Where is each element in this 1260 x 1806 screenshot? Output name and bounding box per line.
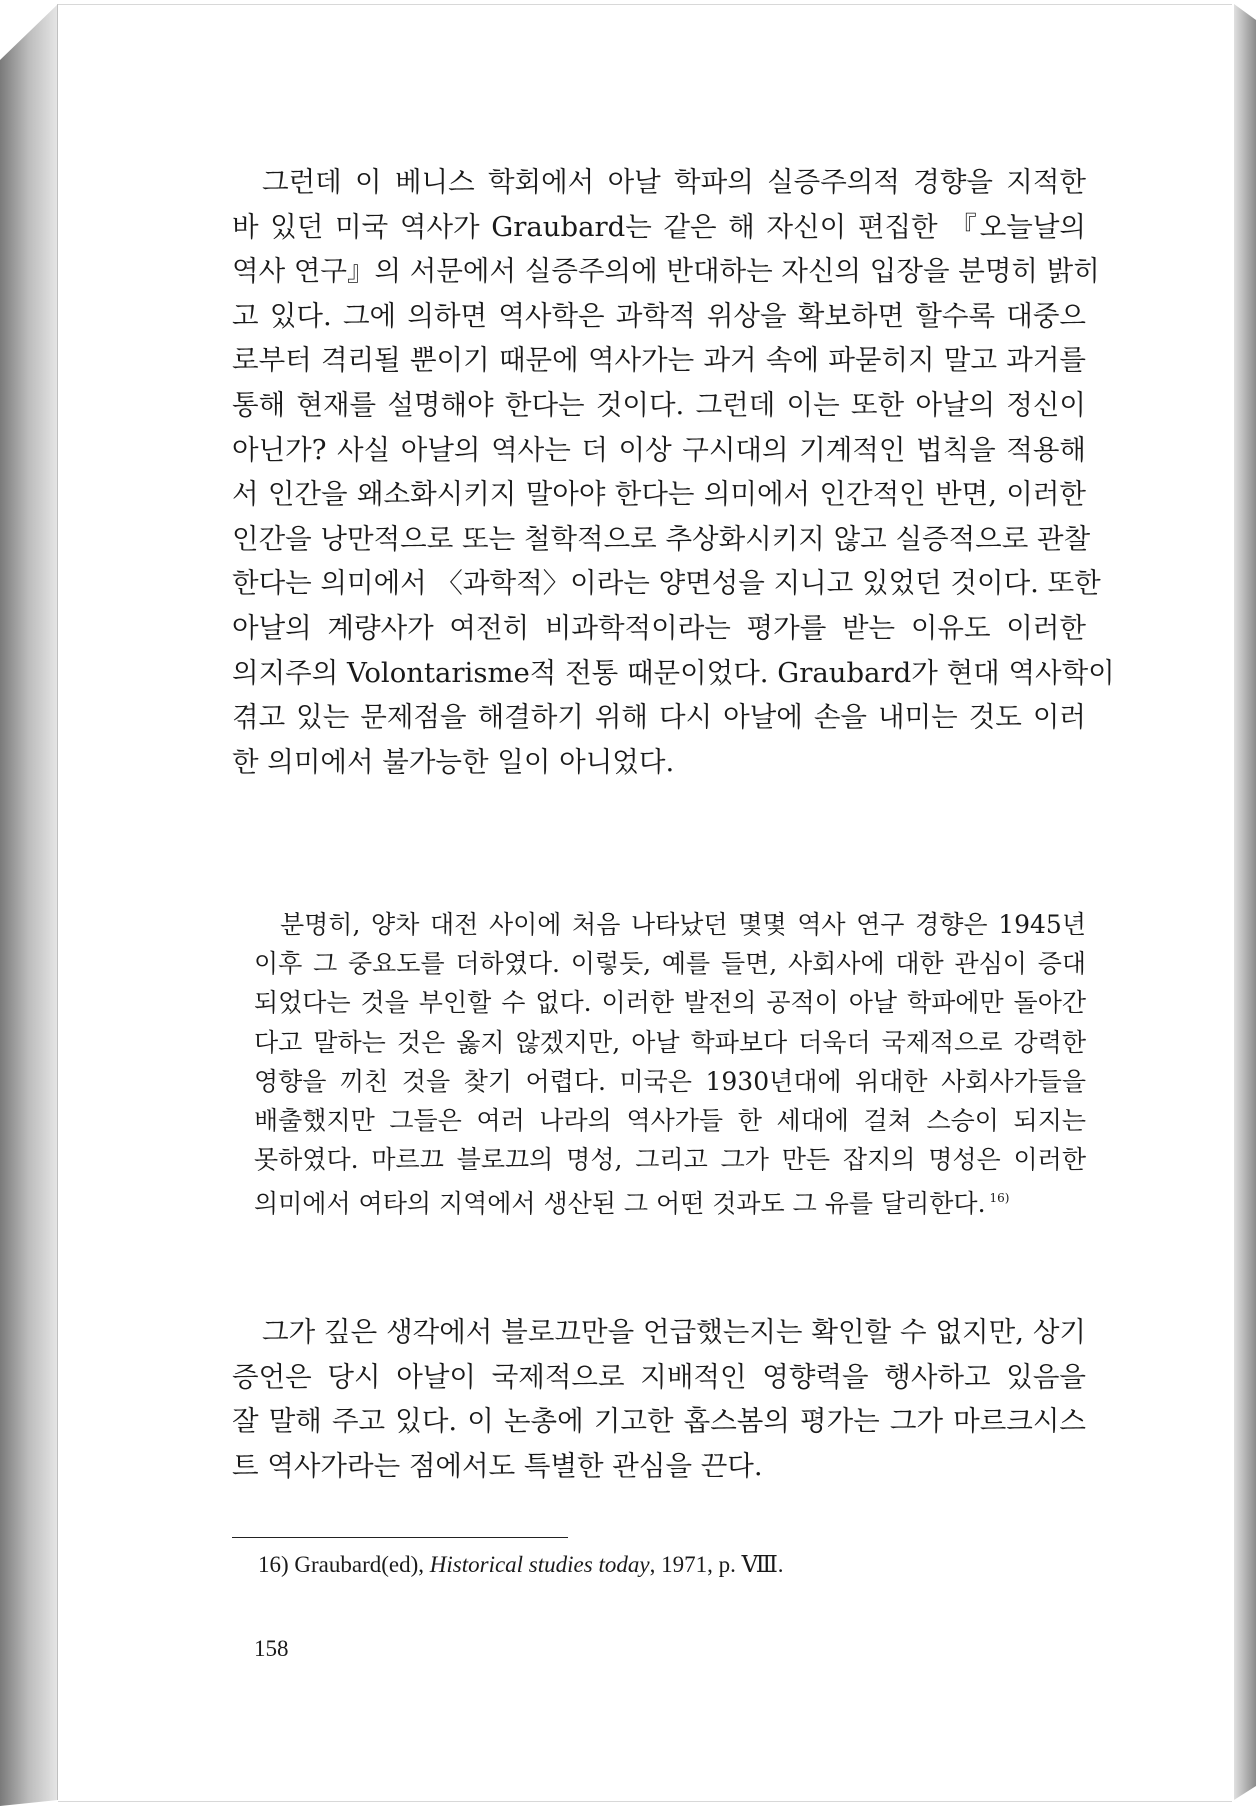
footnote-16 bbox=[258, 1552, 784, 1578]
text-line: 겪고 있는 문제점을 해결하기 위해 다시 아날에 손을 내미는 것도 이러 bbox=[232, 701, 1086, 734]
footnote-suffix: , 1971, p. Ⅷ. bbox=[649, 1552, 784, 1577]
footnote-title: Historical studies today bbox=[429, 1552, 650, 1577]
book-edge-right bbox=[1234, 0, 1260, 1806]
text-line: 한 의미에서 불가능한 일이 아니었다. bbox=[232, 745, 675, 778]
body-text bbox=[232, 160, 1115, 784]
text-line: 로부터 격리될 뿐이기 때문에 역사가는 과거 속에 파묻히지 말고 과거를 bbox=[232, 344, 1086, 377]
text-line: 트 역사가라는 점에서도 특별한 관심을 끈다. bbox=[232, 1449, 763, 1482]
text-line: 그런데 이 베니스 학회에서 아날 학파의 실증주의적 경향을 지적한 bbox=[262, 166, 1086, 198]
text-line: 잘 말해 주고 있다. 이 논총에 기고한 홉스봄의 평가는 그가 마르크시스 bbox=[232, 1405, 1086, 1438]
text-line: 바 있던 미국 역사가 Graubard는 같은 해 자신이 편집한 『오늘날의 bbox=[232, 210, 1086, 243]
page-number: 158 bbox=[254, 1636, 289, 1661]
book-spine-left bbox=[0, 0, 60, 1806]
text-line: 의지주의 Volontarisme적 전통 때문이었다. Graubard가 현대 역사학이 bbox=[232, 656, 1115, 689]
text-line: 배출했지만 그들은 여러 나라의 역사가들 한 세대에 걸쳐 스승이 되지는 bbox=[254, 1106, 1086, 1136]
paragraph-3 bbox=[232, 1310, 1086, 1488]
text-line: 인간을 낭만적으로 또는 철학적으로 추상화시키지 않고 실증적으로 관찰 bbox=[232, 522, 1091, 555]
text-line: 이후 그 중요도를 더하였다. 이렇듯, 예를 들면, 사회사에 대한 관심이 증대 bbox=[254, 949, 1086, 979]
text-line: 아닌가? 사실 아날의 역사는 더 이상 구시대의 기계적인 법칙을 적용해 bbox=[232, 433, 1086, 466]
footnote-prefix: 16) Graubard(ed), bbox=[258, 1552, 430, 1577]
text-line: 못하였다. 마르끄 블로끄의 명성, 그리고 그가 만든 잡지의 명성은 이러한 bbox=[254, 1145, 1086, 1175]
text-line: 그가 깊은 생각에서 블로끄만을 언급했는지는 확인할 수 없지만, 상기 bbox=[262, 1316, 1086, 1348]
text-line: 증언은 당시 아날이 국제적으로 지배적인 영향력을 행사하고 있음을 bbox=[232, 1360, 1086, 1393]
text-line: 서 인간을 왜소화시키지 말아야 한다는 의미에서 인간적인 반면, 이러한 bbox=[232, 478, 1086, 511]
text-line: 아날의 계량사가 여전히 비과학적이라는 평가를 받는 이유도 이러한 bbox=[232, 611, 1086, 644]
block-quote bbox=[254, 905, 1086, 1224]
text-line: 영향을 끼친 것을 찾기 어렵다. 미국은 1930년대에 위대한 사회사가들을 bbox=[254, 1066, 1086, 1096]
text-line: 분명히, 양차 대전 사이에 처음 나타났던 몇몇 역사 연구 경향은 1945년 bbox=[280, 910, 1086, 939]
text-line: 의미에서 여타의 지역에서 생산된 그 어떤 것과도 그 유를 달리한다. $^{16)}$ bbox=[254, 1189, 1010, 1219]
text-line: 역사 연구』의 서문에서 실증주의에 반대하는 자신의 입장을 분명히 밝히 bbox=[232, 255, 1100, 288]
footnote-ref: 16) bbox=[989, 1191, 1010, 1206]
footnote-divider bbox=[232, 1537, 568, 1538]
text-line: 다고 말하는 것은 옳지 않겠지만, 아날 학파보다 더욱더 국제적으로 강력한 bbox=[254, 1027, 1086, 1057]
text-line: 한다는 의미에서 〈과학적〉이라는 양면성을 지니고 있었던 것이다. 또한 bbox=[232, 567, 1101, 600]
text-line: 고 있다. 그에 의하면 역사학은 과학적 위상을 확보하면 할수록 대중으 bbox=[232, 299, 1086, 332]
text-line: 통해 현재를 설명해야 한다는 것이다. 그런데 이는 또한 아날의 정신이 bbox=[232, 388, 1086, 421]
text-line: 되었다는 것을 부인할 수 없다. 이러한 발전의 공적이 아날 학파에만 돌아간 bbox=[254, 988, 1086, 1018]
paragraph-1 bbox=[232, 160, 1115, 784]
